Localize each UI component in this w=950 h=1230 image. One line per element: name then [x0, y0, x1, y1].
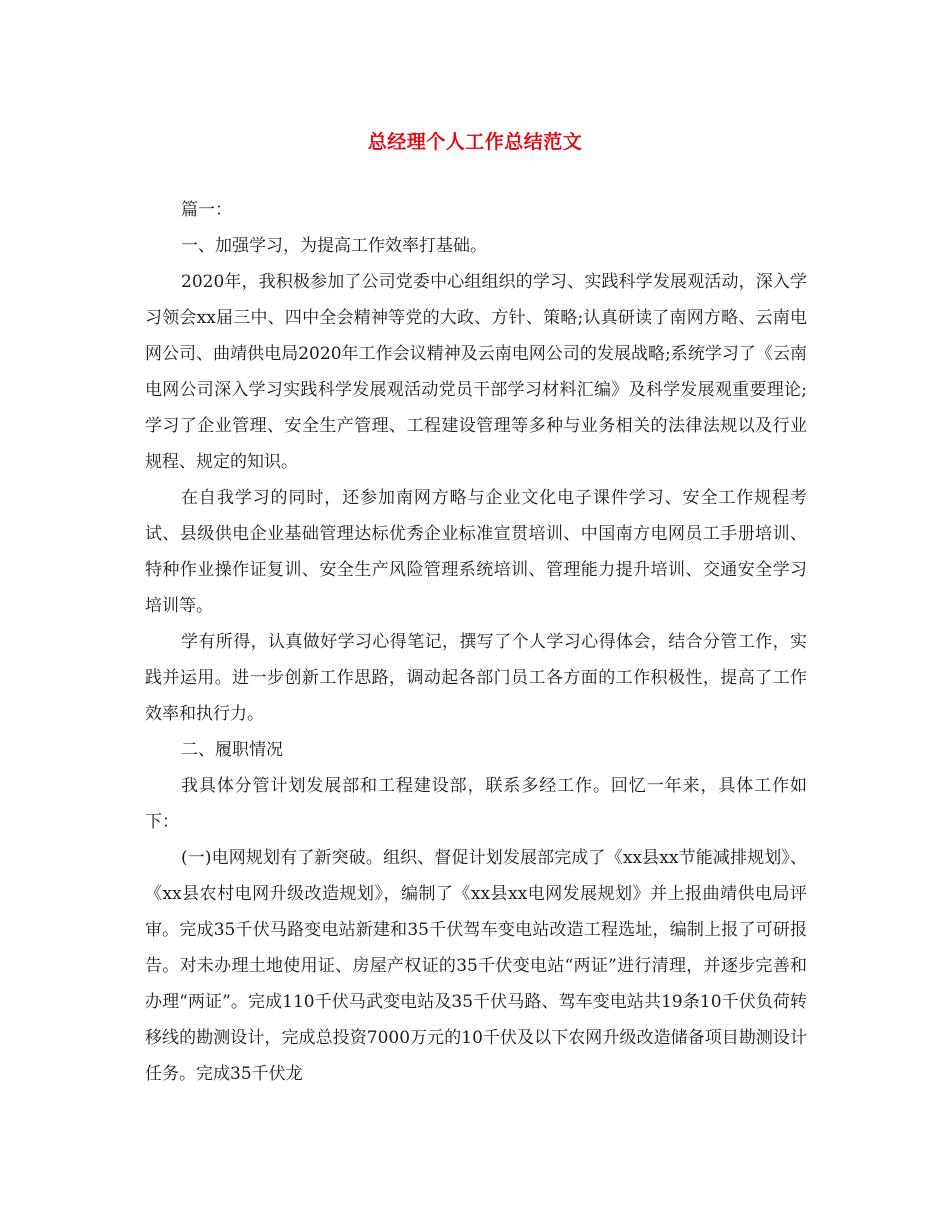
paragraph-training: 在自我学习的同时，还参加南网方略与企业文化电子课件学习、安全工作规程考试、县级供电企业基础管理达标优秀企业标准宣贯培训、中国南方电网员工手册培训、特种作业操作证复训、安全生产风险管理系统培训、管理能力提升培训、交通安全学习培训等。 [145, 488, 807, 616]
document-body [145, 192, 807, 1092]
paragraph-grid-planning: (一)电网规划有了新突破。组织、督促计划发展部完成了《xx县xx节能减排规划》、《xx县农村电网升级改造规划》，编制了《xx县xx电网发展规划》并上报曲靖供电局评审。完成35千伏马路变电站新建和35千伏驾车变电站改造工程选址，编制上报了可研报告。对未办理土地使用证、房屋产权证的35千伏变电站“两证”进行清理，并逐步完善和办理“两证”。完成110千伏马武变电站及35千伏马路、驾车变电站共19条10千伏负荷转移线的勘测设计，完成总投资7000万元的10千伏及以下农网升级改造储备项目勘测设计任务。完成35千伏龙 [145, 848, 807, 1084]
section-heading-2: 二、履职情况 [181, 740, 283, 760]
paragraph-results: 学有所得，认真做好学习心得笔记，撰写了个人学习心得体会，结合分管工作，实践并运用。进一步创新工作思路，调动起各部门员工各方面的工作积极性，提高了工作效率和执行力。 [145, 632, 807, 724]
section-heading-1: 一、加强学习，为提高工作效率打基础。 [181, 236, 487, 256]
document-title: 总经理个人工作总结范文 [367, 131, 583, 153]
section-label: 篇一： [181, 200, 232, 220]
paragraph-study: 2020年，我积极参加了公司党委中心组组织的学习、实践科学发展观活动，深入学习领会xx届三中、四中全会精神等党的大政、方针、策略;认真研读了南网方略、云南电网公司、曲靖供电局2020年工作会议精神及云南电网公司的发展战略;系统学习了《云南电网公司深入学习实践科学发展观活动党员干部学习材料汇编》及科学发展观重要理论;学习了企业管理、安全生产管理、工程建设管理等多种与业务相关的法律法规以及行业规程、规定的知识。 [145, 272, 807, 472]
paragraph-duties: 我具体分管计划发展部和工程建设部，联系多经工作。回忆一年来，具体工作如下： [145, 776, 807, 832]
